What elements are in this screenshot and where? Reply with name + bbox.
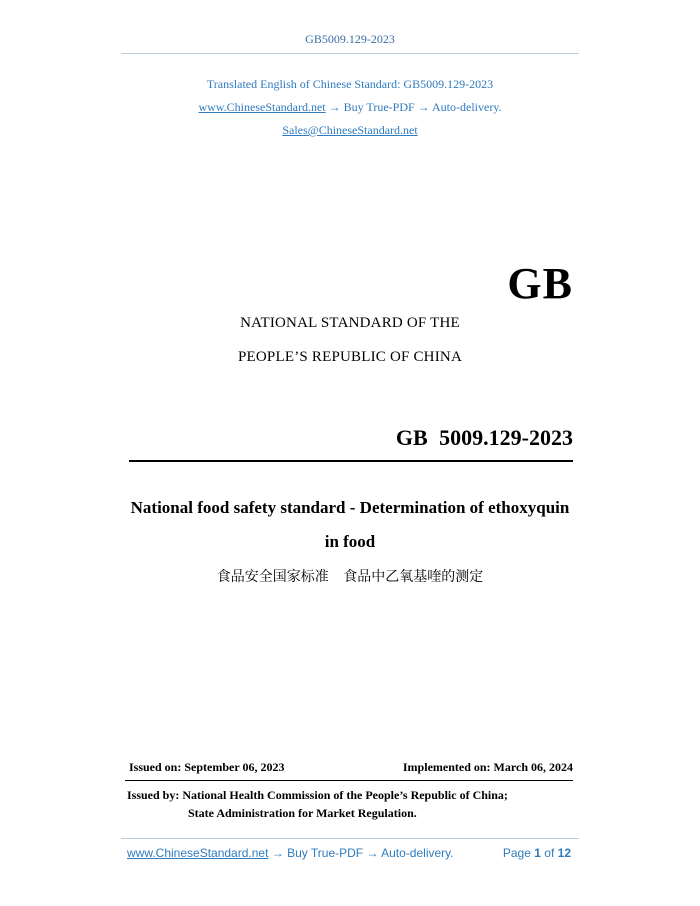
- translation-notice: Translated English of Chinese Standard: GB5009.129-2023: [206, 77, 494, 91]
- site-link[interactable]: www.ChineseStandard.net: [198, 100, 326, 114]
- footer-divider: [121, 838, 579, 839]
- email-line: [0, 123, 700, 138]
- issued-on-date: Issued on: September 06, 2023: [129, 760, 285, 774]
- page-footer: [127, 846, 571, 860]
- issuer-line1: Issued by: National Health Commission of the People’s Republic of China;: [127, 788, 508, 802]
- footer-promo-text: → Buy True-PDF → Auto-delivery.: [271, 846, 454, 860]
- header-divider: [121, 53, 579, 54]
- footer-site-link[interactable]: www.ChineseStandard.net: [127, 846, 269, 860]
- gb-logo: GB: [507, 259, 573, 308]
- title-line2: in food: [324, 532, 376, 551]
- email-link[interactable]: Sales@ChineseStandard.net: [282, 123, 418, 137]
- national-standard-line2: PEOPLE’S REPUBLIC OF CHINA: [238, 349, 462, 365]
- page-of: of: [544, 846, 555, 860]
- standard-number: GB 5009.129-2023: [395, 425, 573, 450]
- page-current: 1: [534, 846, 541, 860]
- chinese-title: 食品安全国家标准 食品中乙氧基喹的测定: [216, 569, 484, 585]
- page-total: 12: [557, 846, 571, 860]
- standard-number-rule: [129, 460, 573, 462]
- implemented-on-date: Implemented on: March 06, 2024: [402, 760, 573, 774]
- title-line1: National food safety standard - Determination of ethoxyquin: [130, 498, 570, 517]
- issuer-block: [127, 786, 508, 822]
- national-standard-line1: NATIONAL STANDARD OF THE: [240, 315, 460, 331]
- dates-row: [129, 760, 573, 775]
- page-indicator: [503, 846, 571, 860]
- page-label: Page: [502, 846, 531, 860]
- promo-text: → Buy True-PDF → Auto-delivery.: [328, 100, 502, 114]
- running-header-code: GB5009.129-2023: [305, 32, 395, 46]
- issuer-line2: State Administration for Market Regulation.: [188, 806, 417, 820]
- dates-divider: [125, 780, 573, 781]
- promo-line: [0, 100, 700, 115]
